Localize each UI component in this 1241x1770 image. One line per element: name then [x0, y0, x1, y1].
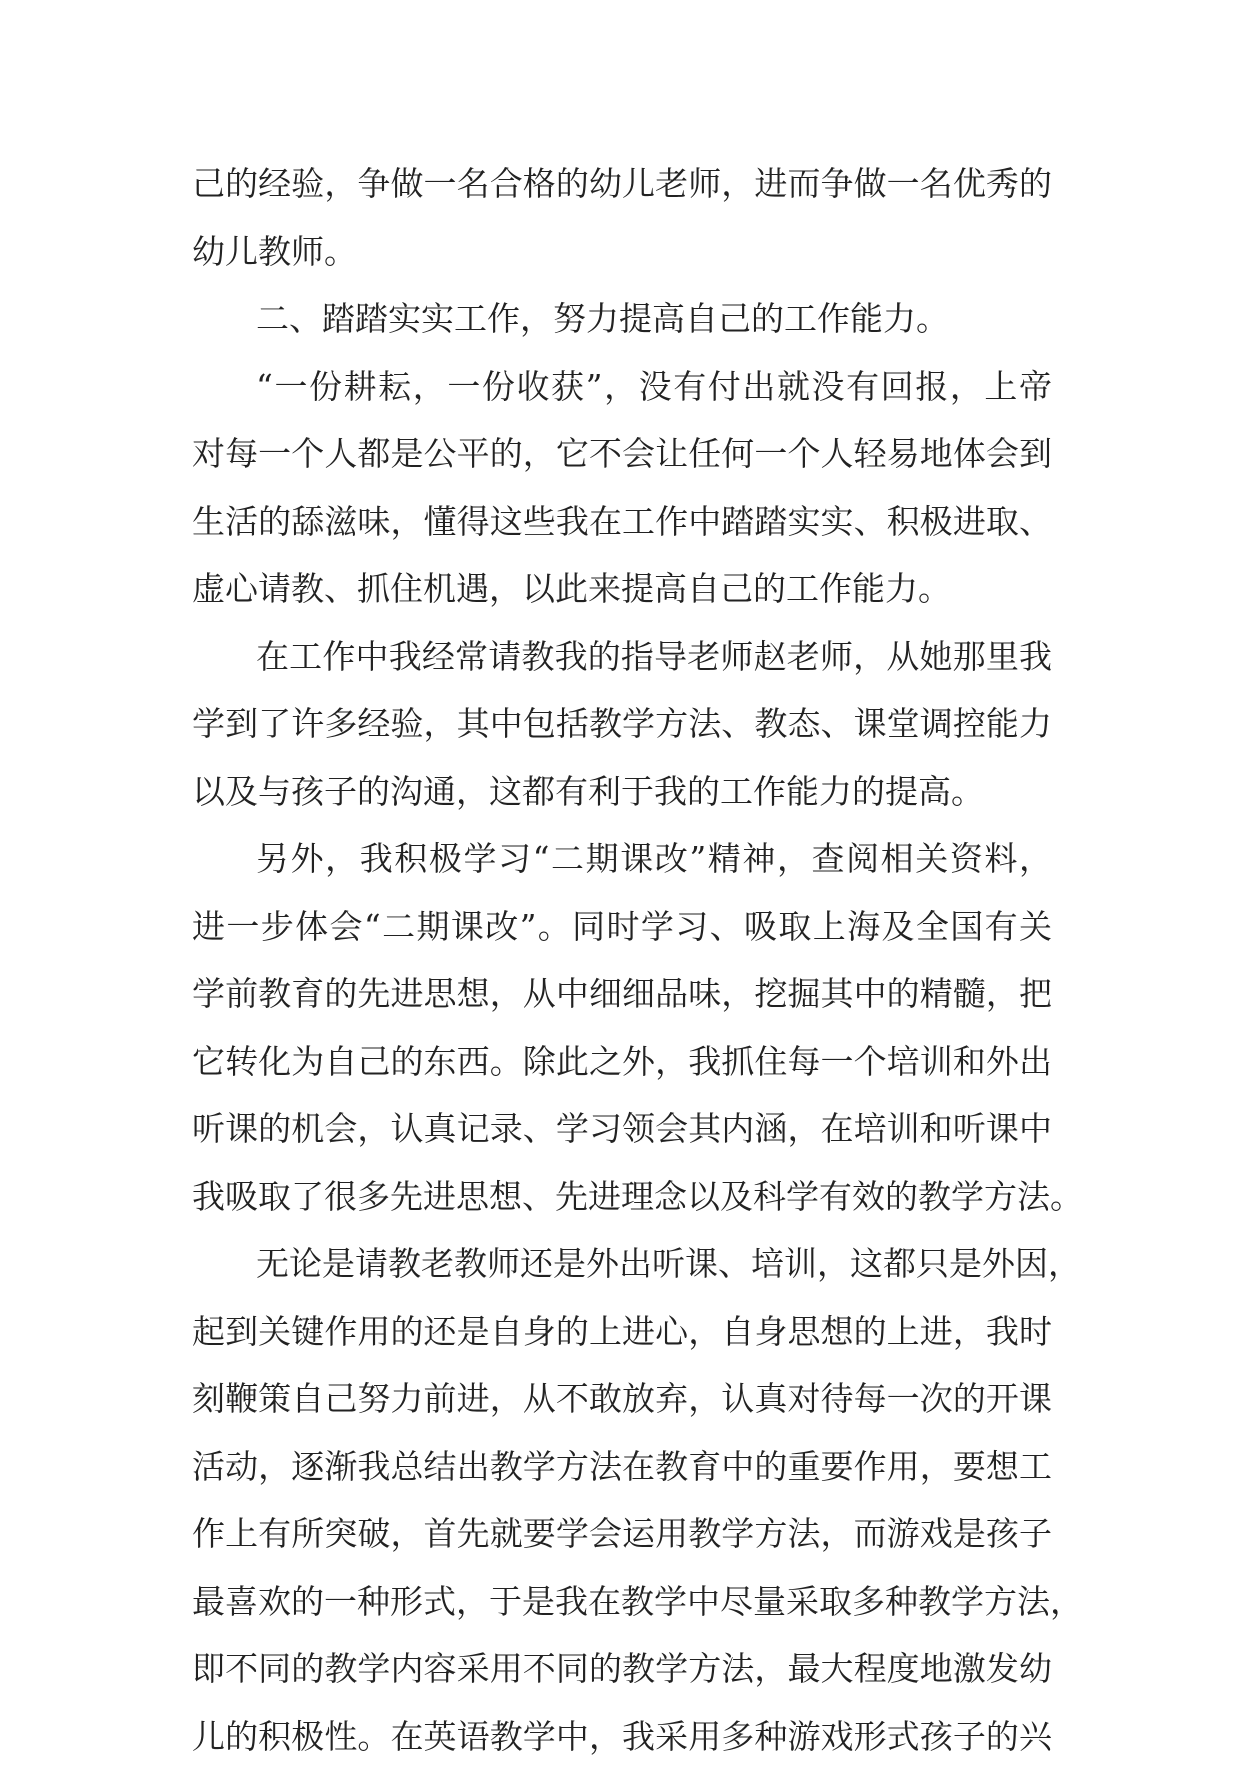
text-line: 它转化为自己的东西。除此之外，我抓住每一个培训和外出 [192, 1028, 1052, 1096]
text-line: 对每一个人都是公平的，它不会让任何一个人轻易地体会到 [192, 420, 1052, 488]
text-line: “一份耕耘，一份收获”，没有付出就没有回报，上帝 [192, 353, 1052, 421]
text-line: 虚心请教、抓住机遇，以此来提高自己的工作能力。 [192, 555, 1052, 623]
text-line: 听课的机会，认真记录、学习领会其内涵，在培训和听课中 [192, 1095, 1052, 1163]
text-line: 学前教育的先进思想，从中细细品味，挖掘其中的精髓，把 [192, 960, 1052, 1028]
text-line: 起到关键作用的还是自身的上进心，自身思想的上进，我时 [192, 1298, 1052, 1366]
document-body-text [192, 150, 1052, 1770]
text-line: 另外，我积极学习“二期课改”精神，查阅相关资料， [192, 825, 1052, 893]
text-line: 学到了许多经验，其中包括教学方法、教态、课堂调控能力 [192, 690, 1052, 758]
text-line: 生活的舔滋味，懂得这些我在工作中踏踏实实、积极进取、 [192, 488, 1052, 556]
text-line: 活动，逐渐我总结出教学方法在教育中的重要作用，要想工 [192, 1433, 1052, 1501]
text-line: 无论是请教老教师还是外出听课、培训，这都只是外因， [192, 1230, 1052, 1298]
text-line: 刻鞭策自己努力前进，从不敢放弃，认真对待每一次的开课 [192, 1365, 1052, 1433]
text-line: 作上有所突破，首先就要学会运用教学方法，而游戏是孩子 [192, 1500, 1052, 1568]
text-line: 二、踏踏实实工作，努力提高自己的工作能力。 [192, 285, 1052, 353]
text-line: 儿的积极性。在英语教学中，我采用多种游戏形式孩子的兴 [192, 1703, 1052, 1770]
text-line: 幼儿教师。 [192, 218, 1052, 286]
text-line: 最喜欢的一种形式，于是我在教学中尽量采取多种教学方法， [192, 1568, 1052, 1636]
text-line: 以及与孩子的沟通，这都有利于我的工作能力的提高。 [192, 758, 1052, 826]
text-line: 在工作中我经常请教我的指导老师赵老师，从她那里我 [192, 623, 1052, 691]
text-line: 即不同的教学内容采用不同的教学方法，最大程度地激发幼 [192, 1635, 1052, 1703]
text-line: 我吸取了很多先进思想、先进理念以及科学有效的教学方法。 [192, 1163, 1052, 1231]
text-line: 己的经验，争做一名合格的幼儿老师，进而争做一名优秀的 [192, 150, 1052, 218]
text-line: 进一步体会“二期课改”。同时学习、吸取上海及全国有关 [192, 893, 1052, 961]
